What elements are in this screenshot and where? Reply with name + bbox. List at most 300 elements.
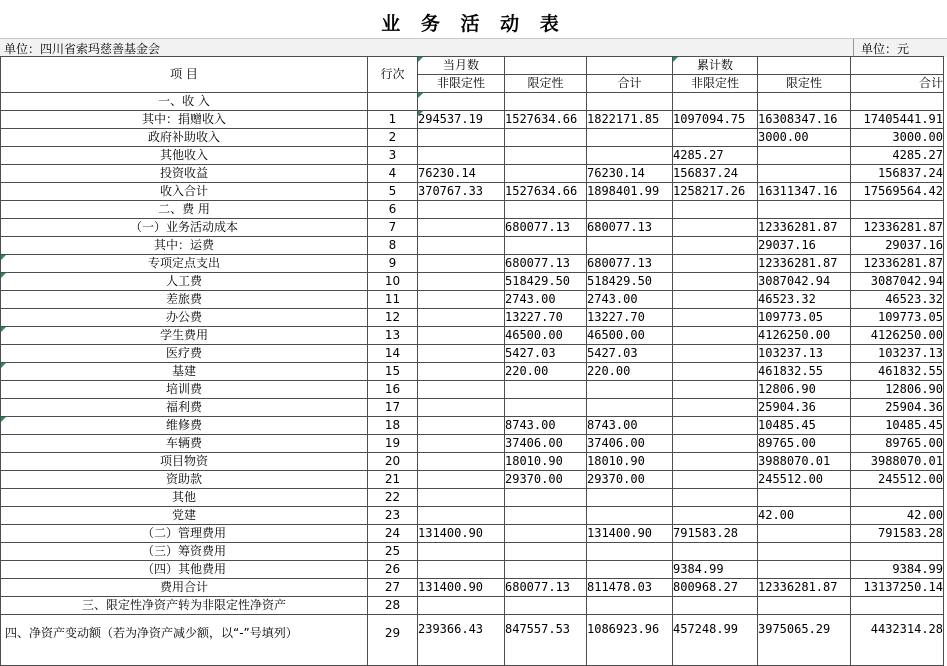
cell-cumulative-total	[851, 489, 944, 507]
cell-month-restricted	[505, 201, 587, 219]
cell-month-unrestricted: 76230.14	[418, 165, 505, 183]
cell-month-restricted: 1527634.66	[505, 183, 587, 201]
row-label: （二）管理费用	[1, 525, 368, 543]
cell-month-total: 811478.03	[587, 579, 673, 597]
cell-cumulative-restricted: 3087042.94	[758, 273, 851, 291]
cell-month-total: 220.00	[587, 363, 673, 381]
table-row	[1, 399, 944, 417]
cell-cumulative-restricted	[758, 525, 851, 543]
cell-cumulative-unrestricted	[673, 381, 758, 399]
cell-cumulative-total: 10485.45	[851, 417, 944, 435]
row-label: 三、限定性净资产转为非限定性净资产	[1, 597, 368, 615]
cell-month-unrestricted	[418, 219, 505, 237]
table-row	[1, 183, 944, 201]
cell-month-total: 13227.70	[587, 309, 673, 327]
cell-cumulative-total: 46523.32	[851, 291, 944, 309]
row-label: 收入合计	[1, 183, 368, 201]
cell-month-unrestricted	[418, 453, 505, 471]
cell-cumulative-total: 3087042.94	[851, 273, 944, 291]
table-row	[1, 489, 944, 507]
cell-cumulative-unrestricted	[673, 471, 758, 489]
cell-cumulative-unrestricted	[673, 291, 758, 309]
cell-month-total	[587, 597, 673, 615]
cell-month-unrestricted	[418, 507, 505, 525]
cell-cumulative-restricted	[758, 93, 851, 111]
cell-month-total	[587, 561, 673, 579]
table-row	[1, 435, 944, 453]
cell-month-total: 5427.03	[587, 345, 673, 363]
cell-month-restricted: 8743.00	[505, 417, 587, 435]
currency-unit-label: 单位：元	[861, 42, 910, 56]
row-label: 二、费 用	[1, 201, 368, 219]
cell-month-restricted	[505, 399, 587, 417]
activity-statement-table	[0, 56, 944, 666]
table-row	[1, 327, 944, 345]
cell-marker	[673, 57, 678, 62]
cell-month-total: 37406.00	[587, 435, 673, 453]
cell-cumulative-restricted: 4126250.00	[758, 327, 851, 345]
cell-month-restricted	[505, 561, 587, 579]
cell-cumulative-unrestricted	[673, 129, 758, 147]
cell-month-total	[587, 129, 673, 147]
row-line-number: 7	[368, 219, 418, 237]
cell-month-restricted: 46500.00	[505, 327, 587, 345]
row-line-number: 21	[368, 471, 418, 489]
cell-month-total: 46500.00	[587, 327, 673, 345]
row-line-number: 17	[368, 399, 418, 417]
cell-cumulative-restricted: 25904.36	[758, 399, 851, 417]
row-line-number: 23	[368, 507, 418, 525]
table-row	[1, 525, 944, 543]
row-line-number: 8	[368, 237, 418, 255]
cell-cumulative-restricted: 12806.90	[758, 381, 851, 399]
unit-row	[0, 38, 947, 57]
cell-cumulative-restricted: 12336281.87	[758, 255, 851, 273]
cell-month-total	[587, 507, 673, 525]
cell-cumulative-total: 13137250.14	[851, 579, 944, 597]
cell-cumulative-unrestricted	[673, 219, 758, 237]
cell-marker	[418, 111, 423, 116]
cell-cumulative-total: 461832.55	[851, 363, 944, 381]
cell-cumulative-total: 245512.00	[851, 471, 944, 489]
cell-month-unrestricted	[418, 471, 505, 489]
organization-label: 单位：四川省索玛慈善基金会	[4, 42, 161, 56]
cell-month-restricted	[505, 507, 587, 525]
header-empty-cell	[851, 57, 944, 75]
row-line-number	[368, 93, 418, 111]
row-line-number: 25	[368, 543, 418, 561]
row-line-number: 16	[368, 381, 418, 399]
cell-month-unrestricted	[418, 597, 505, 615]
row-label: 维修费	[1, 417, 368, 435]
cell-month-total: 76230.14	[587, 165, 673, 183]
cell-month-restricted: 680077.13	[505, 255, 587, 273]
column-header-cumulative-restricted: 限定性	[758, 75, 851, 93]
row-line-number: 12	[368, 309, 418, 327]
cell-cumulative-restricted	[758, 147, 851, 165]
cell-cumulative-unrestricted	[673, 93, 758, 111]
cell-month-total: 29370.00	[587, 471, 673, 489]
cell-cumulative-total: 89765.00	[851, 435, 944, 453]
cell-cumulative-total	[851, 201, 944, 219]
cell-cumulative-unrestricted	[673, 453, 758, 471]
cell-month-total	[587, 93, 673, 111]
cell-month-total: 518429.50	[587, 273, 673, 291]
table-row	[1, 543, 944, 561]
row-label: 其他	[1, 489, 368, 507]
cell-month-total	[587, 399, 673, 417]
cell-month-restricted: 220.00	[505, 363, 587, 381]
table-row	[1, 381, 944, 399]
cell-cumulative-restricted: 461832.55	[758, 363, 851, 381]
row-line-number: 10	[368, 273, 418, 291]
cell-cumulative-restricted	[758, 201, 851, 219]
cell-month-total	[587, 489, 673, 507]
row-label: 学生费用	[1, 327, 368, 345]
cell-month-restricted	[505, 597, 587, 615]
cell-cumulative-restricted	[758, 597, 851, 615]
row-line-number: 28	[368, 597, 418, 615]
header-empty-cell	[587, 57, 673, 75]
row-label: 基建	[1, 363, 368, 381]
table-row	[1, 363, 944, 381]
cell-cumulative-restricted	[758, 489, 851, 507]
cell-cumulative-unrestricted	[673, 273, 758, 291]
cell-month-restricted	[505, 489, 587, 507]
header-row-1	[1, 57, 944, 75]
cell-month-restricted: 1527634.66	[505, 111, 587, 129]
cell-month-unrestricted	[418, 327, 505, 345]
cell-month-restricted: 518429.50	[505, 273, 587, 291]
cell-month-total	[587, 201, 673, 219]
cell-month-total	[587, 543, 673, 561]
cell-cumulative-total: 17569564.42	[851, 183, 944, 201]
cell-cumulative-unrestricted	[673, 489, 758, 507]
cell-month-total	[587, 381, 673, 399]
cell-month-unrestricted	[418, 255, 505, 273]
cell-cumulative-unrestricted: 457248.99	[673, 615, 758, 666]
cell-cumulative-total: 25904.36	[851, 399, 944, 417]
row-label: 人工费	[1, 273, 368, 291]
row-line-number: 29	[368, 615, 418, 666]
cell-month-total: 18010.90	[587, 453, 673, 471]
cell-cumulative-restricted: 3975065.29	[758, 615, 851, 666]
row-label: （四）其他费用	[1, 561, 368, 579]
cell-cumulative-unrestricted: 9384.99	[673, 561, 758, 579]
cell-cumulative-total: 4432314.28	[851, 615, 944, 666]
cell-cumulative-unrestricted	[673, 255, 758, 273]
cell-month-restricted: 680077.13	[505, 219, 587, 237]
cell-month-unrestricted	[418, 417, 505, 435]
cell-cumulative-unrestricted	[673, 417, 758, 435]
cell-month-restricted: 29370.00	[505, 471, 587, 489]
cell-month-unrestricted	[418, 435, 505, 453]
header-empty-cell	[505, 57, 587, 75]
table-row	[1, 147, 944, 165]
row-label: 其他收入	[1, 147, 368, 165]
row-label: 办公费	[1, 309, 368, 327]
row-label: 其中：捐赠收入	[1, 111, 368, 129]
cell-month-total: 1898401.99	[587, 183, 673, 201]
cell-month-restricted	[505, 543, 587, 561]
cell-marker	[1, 363, 6, 368]
row-line-number: 13	[368, 327, 418, 345]
row-line-number: 11	[368, 291, 418, 309]
cell-cumulative-total	[851, 597, 944, 615]
table-row	[1, 237, 944, 255]
column-header-current-month: 当月数	[418, 57, 505, 75]
cell-cumulative-unrestricted	[673, 201, 758, 219]
cell-month-unrestricted	[418, 561, 505, 579]
table-row	[1, 309, 944, 327]
cell-cumulative-total: 791583.28	[851, 525, 944, 543]
row-label: （三）筹资费用	[1, 543, 368, 561]
cell-cumulative-total: 156837.24	[851, 165, 944, 183]
row-line-number: 22	[368, 489, 418, 507]
cell-cumulative-unrestricted: 1097094.75	[673, 111, 758, 129]
row-label: 福利费	[1, 399, 368, 417]
row-line-number: 14	[368, 345, 418, 363]
cell-cumulative-unrestricted: 791583.28	[673, 525, 758, 543]
cell-month-total: 1086923.96	[587, 615, 673, 666]
row-label: 四、净资产变动额（若为净资产减少额，以“-”号填列）	[1, 615, 368, 666]
cell-month-total: 680077.13	[587, 255, 673, 273]
column-header-line-no: 行次	[368, 57, 418, 93]
cell-month-restricted: 847557.53	[505, 615, 587, 666]
column-header-cumulative-unrestricted: 非限定性	[673, 75, 758, 93]
cell-cumulative-unrestricted	[673, 237, 758, 255]
row-label: 专项定点支出	[1, 255, 368, 273]
row-line-number: 6	[368, 201, 418, 219]
row-label: 其中：运费	[1, 237, 368, 255]
cell-month-unrestricted	[418, 345, 505, 363]
row-label: 医疗费	[1, 345, 368, 363]
cell-cumulative-unrestricted: 4285.27	[673, 147, 758, 165]
row-label: 车辆费	[1, 435, 368, 453]
cell-month-unrestricted	[418, 291, 505, 309]
cell-month-restricted: 18010.90	[505, 453, 587, 471]
cell-month-unrestricted	[418, 93, 505, 111]
cell-cumulative-unrestricted: 156837.24	[673, 165, 758, 183]
cell-month-unrestricted: 370767.33	[418, 183, 505, 201]
cell-cumulative-restricted: 42.00	[758, 507, 851, 525]
cell-cumulative-restricted: 29037.16	[758, 237, 851, 255]
row-label: 一、收 入	[1, 93, 368, 111]
report-title: 业 务 活 动 表	[381, 13, 566, 35]
cell-cumulative-total	[851, 543, 944, 561]
cell-month-unrestricted	[418, 543, 505, 561]
table-row	[1, 561, 944, 579]
cell-cumulative-total: 3000.00	[851, 129, 944, 147]
table-row	[1, 417, 944, 435]
column-header-month-unrestricted: 非限定性	[418, 75, 505, 93]
cell-month-restricted: 13227.70	[505, 309, 587, 327]
cell-month-unrestricted	[418, 399, 505, 417]
cell-cumulative-total: 3988070.01	[851, 453, 944, 471]
cell-month-restricted	[505, 147, 587, 165]
row-line-number: 1	[368, 111, 418, 129]
cell-month-restricted	[505, 525, 587, 543]
cell-cumulative-restricted: 3000.00	[758, 129, 851, 147]
cell-cumulative-unrestricted	[673, 507, 758, 525]
cell-cumulative-total: 4285.27	[851, 147, 944, 165]
row-line-number: 27	[368, 579, 418, 597]
table-row	[1, 201, 944, 219]
row-label: 投资收益	[1, 165, 368, 183]
row-label: 费用合计	[1, 579, 368, 597]
row-line-number: 3	[368, 147, 418, 165]
cell-cumulative-unrestricted: 1258217.26	[673, 183, 758, 201]
header-empty-cell	[758, 57, 851, 75]
cell-marker	[1, 327, 6, 332]
cell-cumulative-restricted: 10485.45	[758, 417, 851, 435]
row-line-number: 20	[368, 453, 418, 471]
cell-cumulative-total: 42.00	[851, 507, 944, 525]
cell-month-unrestricted: 131400.90	[418, 579, 505, 597]
cell-month-unrestricted	[418, 129, 505, 147]
cell-month-unrestricted	[418, 381, 505, 399]
row-line-number: 5	[368, 183, 418, 201]
cell-month-restricted	[505, 165, 587, 183]
cell-month-total: 680077.13	[587, 219, 673, 237]
table-row	[1, 471, 944, 489]
row-label: 培训费	[1, 381, 368, 399]
cell-marker	[1, 273, 6, 278]
cell-marker	[418, 93, 423, 98]
cell-cumulative-restricted: 16311347.16	[758, 183, 851, 201]
row-line-number: 4	[368, 165, 418, 183]
table-row	[1, 219, 944, 237]
cell-month-restricted: 37406.00	[505, 435, 587, 453]
table-row	[1, 507, 944, 525]
cell-cumulative-restricted: 46523.32	[758, 291, 851, 309]
row-label: 资助款	[1, 471, 368, 489]
cell-cumulative-total	[851, 93, 944, 111]
cell-cumulative-restricted: 16308347.16	[758, 111, 851, 129]
cell-cumulative-unrestricted	[673, 399, 758, 417]
cell-cumulative-total: 12806.90	[851, 381, 944, 399]
row-label: 党建	[1, 507, 368, 525]
cell-cumulative-unrestricted	[673, 597, 758, 615]
row-line-number: 19	[368, 435, 418, 453]
cell-cumulative-unrestricted	[673, 435, 758, 453]
cell-month-total	[587, 237, 673, 255]
cell-cumulative-restricted	[758, 561, 851, 579]
table-row	[1, 255, 944, 273]
table-row	[1, 453, 944, 471]
cell-cumulative-restricted: 109773.05	[758, 309, 851, 327]
row-label: （一）业务活动成本	[1, 219, 368, 237]
cell-cumulative-total: 12336281.87	[851, 219, 944, 237]
column-header-month-total: 合计	[587, 75, 673, 93]
cell-cumulative-unrestricted	[673, 543, 758, 561]
table-row	[1, 129, 944, 147]
cell-cumulative-restricted: 103237.13	[758, 345, 851, 363]
cell-cumulative-total: 4126250.00	[851, 327, 944, 345]
table-row	[1, 273, 944, 291]
row-label: 项目物资	[1, 453, 368, 471]
cell-cumulative-unrestricted	[673, 363, 758, 381]
cell-month-unrestricted	[418, 147, 505, 165]
cell-month-unrestricted	[418, 363, 505, 381]
cell-cumulative-total: 103237.13	[851, 345, 944, 363]
row-line-number: 2	[368, 129, 418, 147]
cell-marker	[1, 417, 6, 422]
cell-month-total	[587, 147, 673, 165]
cell-month-restricted	[505, 381, 587, 399]
cell-cumulative-total: 17405441.91	[851, 111, 944, 129]
cell-month-unrestricted	[418, 201, 505, 219]
table-row	[1, 615, 944, 666]
cell-cumulative-restricted: 12336281.87	[758, 219, 851, 237]
cell-cumulative-total: 12336281.87	[851, 255, 944, 273]
cell-cumulative-total: 9384.99	[851, 561, 944, 579]
cell-month-restricted	[505, 93, 587, 111]
cell-cumulative-total: 109773.05	[851, 309, 944, 327]
cell-cumulative-restricted	[758, 165, 851, 183]
cell-month-unrestricted	[418, 489, 505, 507]
column-header-item: 项 目	[1, 57, 368, 93]
cell-month-unrestricted: 294537.19	[418, 111, 505, 129]
column-header-month-restricted: 限定性	[505, 75, 587, 93]
cell-cumulative-unrestricted	[673, 327, 758, 345]
cell-month-restricted	[505, 237, 587, 255]
table-row	[1, 345, 944, 363]
cell-month-unrestricted	[418, 237, 505, 255]
cell-month-unrestricted: 131400.90	[418, 525, 505, 543]
row-line-number: 9	[368, 255, 418, 273]
cell-cumulative-restricted: 245512.00	[758, 471, 851, 489]
cell-cumulative-restricted: 3988070.01	[758, 453, 851, 471]
row-label: 差旅费	[1, 291, 368, 309]
row-line-number: 26	[368, 561, 418, 579]
row-line-number: 24	[368, 525, 418, 543]
cell-month-restricted: 2743.00	[505, 291, 587, 309]
unit-separator	[853, 39, 854, 57]
table-row	[1, 597, 944, 615]
row-line-number: 18	[368, 417, 418, 435]
cell-cumulative-restricted: 89765.00	[758, 435, 851, 453]
table-row	[1, 111, 944, 129]
cell-month-total: 1822171.85	[587, 111, 673, 129]
cell-month-total: 131400.90	[587, 525, 673, 543]
cell-marker	[1, 255, 6, 260]
cell-month-unrestricted	[418, 309, 505, 327]
table-row	[1, 579, 944, 597]
cell-marker	[418, 57, 423, 62]
column-header-cumulative-total: 合计	[851, 75, 944, 93]
cell-cumulative-unrestricted	[673, 309, 758, 327]
cell-month-total: 8743.00	[587, 417, 673, 435]
cell-month-restricted: 680077.13	[505, 579, 587, 597]
cell-cumulative-unrestricted	[673, 345, 758, 363]
cell-month-restricted: 5427.03	[505, 345, 587, 363]
table-row	[1, 165, 944, 183]
table-row	[1, 291, 944, 309]
cell-cumulative-restricted: 12336281.87	[758, 579, 851, 597]
cell-month-unrestricted: 239366.43	[418, 615, 505, 666]
column-header-cumulative: 累计数	[673, 57, 758, 75]
cell-month-restricted	[505, 129, 587, 147]
table-row	[1, 93, 944, 111]
cell-cumulative-total: 29037.16	[851, 237, 944, 255]
cell-month-unrestricted	[418, 273, 505, 291]
row-line-number: 15	[368, 363, 418, 381]
cell-month-total: 2743.00	[587, 291, 673, 309]
cell-cumulative-unrestricted: 800968.27	[673, 579, 758, 597]
cell-cumulative-restricted	[758, 543, 851, 561]
row-label: 政府补助收入	[1, 129, 368, 147]
